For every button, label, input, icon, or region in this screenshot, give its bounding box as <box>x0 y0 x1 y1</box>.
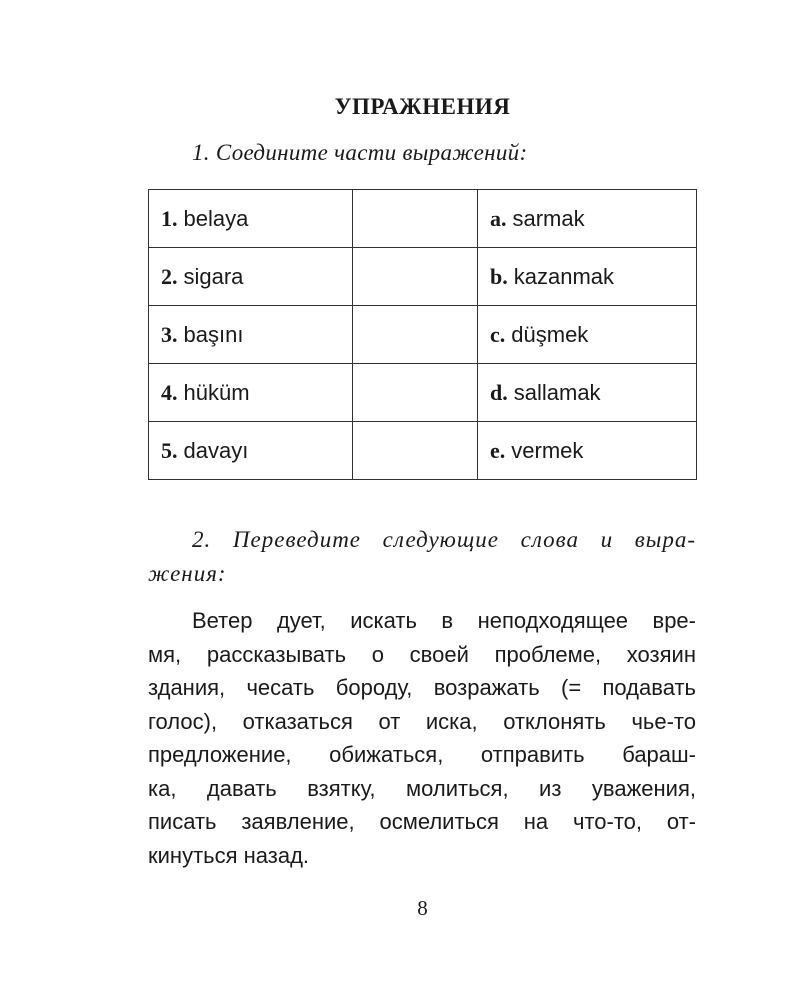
right-word: sarmak <box>512 205 585 231</box>
left-cell <box>149 422 353 480</box>
right-cell <box>478 422 697 480</box>
right-word: düşmek <box>511 321 589 347</box>
left-number: 2. <box>161 263 178 289</box>
right-cell <box>478 364 697 422</box>
matching-table <box>148 189 697 480</box>
right-word: kazanmak <box>513 263 615 289</box>
left-cell <box>149 364 353 422</box>
left-word: belaya <box>183 205 249 231</box>
right-word: sallamak <box>513 379 601 405</box>
left-cell <box>149 248 353 306</box>
left-word: davayı <box>183 437 249 463</box>
left-word: başını <box>183 321 244 347</box>
left-number: 4. <box>161 379 178 405</box>
right-letter: c. <box>490 321 506 347</box>
exercise-2-heading-line: жения: <box>148 561 227 586</box>
text-line: голос), отказаться от иска, отклонять чье-то <box>148 708 696 734</box>
right-cell <box>478 248 697 306</box>
right-letter: d. <box>490 379 508 405</box>
right-letter: e. <box>490 437 506 463</box>
answer-cell <box>353 248 478 306</box>
left-number: 3. <box>161 321 178 347</box>
text-line: ка, давать взятку, молиться, из уважения, <box>148 775 696 801</box>
text-line: Ветер дует, искать в неподходящее вре- <box>192 608 696 633</box>
text-line: мя, рассказывать о своей проблеме, хозяин <box>148 641 696 667</box>
table-row <box>149 248 697 306</box>
answer-cell <box>353 364 478 422</box>
answer-cell <box>353 190 478 248</box>
left-number: 5. <box>161 437 178 463</box>
right-cell <box>478 306 697 364</box>
text-line: предложение, обижаться, отправить бараш- <box>148 742 696 767</box>
left-word: sigara <box>183 263 244 289</box>
table-row <box>149 364 697 422</box>
right-letter: a. <box>490 205 507 231</box>
exercise-2-heading-line: 2. Переведите следующие слова и выра- <box>192 527 696 552</box>
table-row <box>149 190 697 248</box>
left-cell <box>149 306 353 364</box>
right-word: vermek <box>511 437 584 463</box>
table-row <box>149 422 697 480</box>
answer-cell <box>353 306 478 364</box>
left-word: hüküm <box>183 379 250 405</box>
right-letter: b. <box>490 263 508 289</box>
section-title: УПРАЖНЕНИЯ <box>334 94 511 119</box>
exercise-1-heading: 1. Соедините части выражений: <box>192 140 528 165</box>
left-cell <box>149 190 353 248</box>
page-number: 8 <box>417 896 428 920</box>
text-line: кинуться назад. <box>148 842 310 868</box>
text-line: здания, чесать бороду, возражать (= подавать <box>148 675 696 700</box>
table-row <box>149 306 697 364</box>
right-cell <box>478 190 697 248</box>
answer-cell <box>353 422 478 480</box>
left-number: 1. <box>161 205 178 231</box>
exercise-2-text <box>148 604 696 872</box>
exercise-2-heading <box>148 523 696 591</box>
text-line: писать заявление, осмелиться на что-то, от- <box>148 809 696 834</box>
